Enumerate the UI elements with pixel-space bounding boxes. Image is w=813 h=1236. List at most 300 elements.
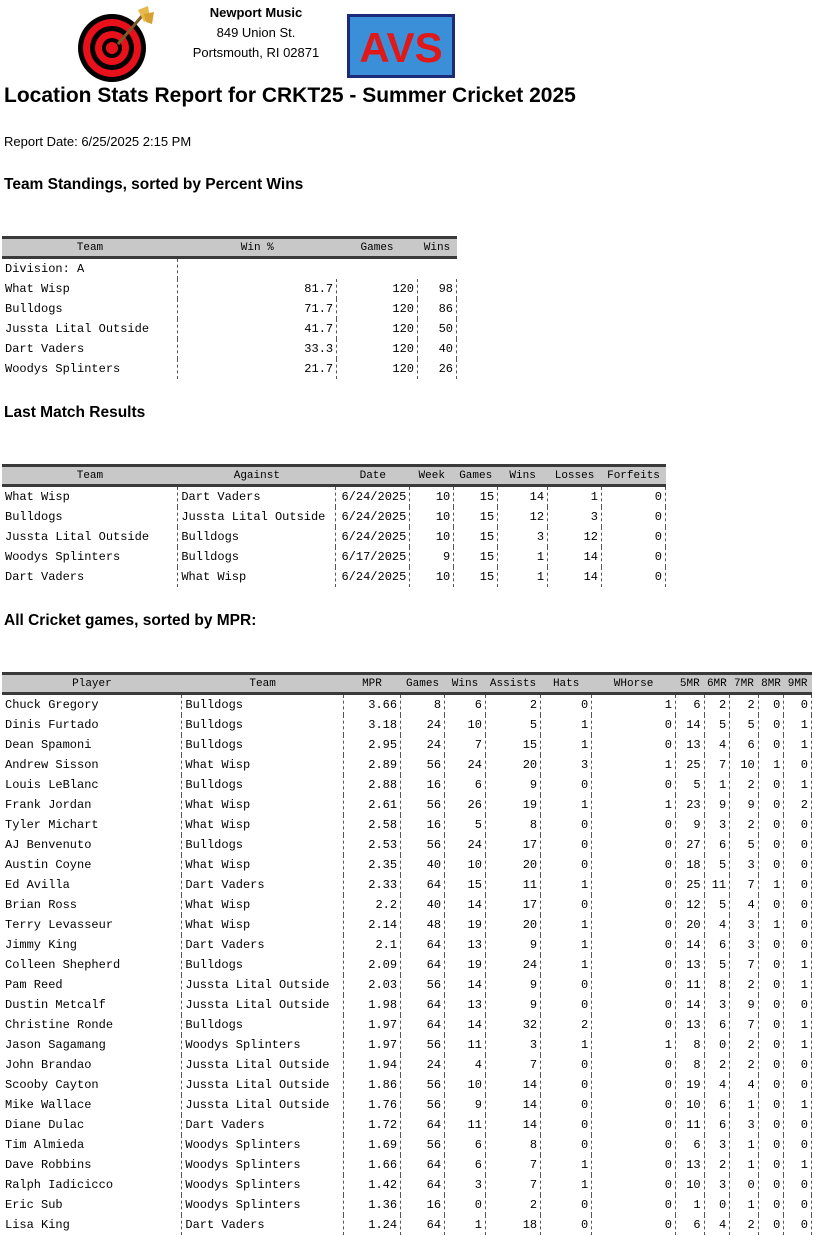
table-cell: 13	[675, 735, 704, 755]
table-cell: 98	[417, 279, 456, 299]
table-cell: 11	[445, 1035, 486, 1055]
table-cell: 0	[602, 507, 666, 527]
table-row	[2, 915, 812, 935]
address-line2: Portsmouth, RI 02871	[192, 45, 320, 60]
table-cell: 0	[602, 527, 666, 547]
table-cell: 6	[675, 694, 704, 716]
table-cell: Bulldogs	[2, 507, 178, 527]
table-cell: 0	[758, 995, 784, 1015]
column-header: Games	[337, 238, 418, 258]
table-cell: 0	[784, 995, 812, 1015]
column-header: MPR	[343, 674, 400, 694]
table-cell: 9	[675, 815, 704, 835]
table-cell: 20	[485, 755, 540, 775]
column-header: Win %	[178, 238, 337, 258]
table-cell: 2.95	[343, 735, 400, 755]
table-cell: 9	[485, 995, 540, 1015]
table-cell: Bulldogs	[182, 835, 343, 855]
table-cell: 8	[675, 1055, 704, 1075]
table-cell: 0	[592, 815, 676, 835]
table-row	[2, 1075, 812, 1095]
table-cell: 64	[401, 995, 445, 1015]
table-cell: 32	[485, 1015, 540, 1035]
table-cell: 33.3	[178, 339, 337, 359]
table-cell: 1	[758, 915, 784, 935]
table-row	[2, 855, 812, 875]
table-cell: 2	[730, 815, 759, 835]
table-cell: 15	[454, 547, 498, 567]
table-cell: 0	[602, 547, 666, 567]
table-cell: 26	[417, 359, 456, 379]
table-cell: 1	[675, 1195, 704, 1215]
table-cell: 6	[445, 1155, 486, 1175]
cricket-stats-table	[2, 672, 812, 1235]
table-cell: Chuck Gregory	[2, 694, 182, 716]
table-cell: 7	[485, 1055, 540, 1075]
table-cell: 0	[758, 975, 784, 995]
table-cell: 9	[730, 795, 759, 815]
table-cell: 2.53	[343, 835, 400, 855]
table-cell: 2	[730, 694, 759, 716]
table-row	[2, 975, 812, 995]
table-cell: Dart Vaders	[182, 935, 343, 955]
table-cell: 1	[541, 915, 592, 935]
table-cell: 2	[485, 1195, 540, 1215]
table-cell: 19	[445, 955, 486, 975]
table-cell: 0	[784, 815, 812, 835]
table-cell: 0	[541, 815, 592, 835]
table-cell: John Brandao	[2, 1055, 182, 1075]
table-cell: Dart Vaders	[182, 1115, 343, 1135]
column-header: Assists	[485, 674, 540, 694]
table-cell: 1	[541, 955, 592, 975]
table-cell: 120	[337, 359, 418, 379]
table-cell: 0	[758, 1215, 784, 1235]
column-header: Week	[410, 466, 454, 486]
table-cell: 2.09	[343, 955, 400, 975]
table-cell: Eric Sub	[2, 1195, 182, 1215]
table-cell: 3.18	[343, 715, 400, 735]
table-cell: 6/24/2025	[336, 567, 410, 587]
table-cell: 1	[730, 1135, 759, 1155]
table-cell: Bulldogs	[182, 694, 343, 716]
column-header: 5MR	[675, 674, 704, 694]
standings-heading: Team Standings, sorted by Percent Wins	[4, 176, 304, 193]
table-cell: 0	[592, 975, 676, 995]
table-cell: 3	[704, 995, 730, 1015]
table-cell: 0	[784, 694, 812, 716]
table-cell: 3	[541, 755, 592, 775]
venue-name: Newport Music	[209, 5, 303, 20]
table-cell: 11	[675, 975, 704, 995]
table-cell: 19	[675, 1075, 704, 1095]
table-cell: 1.24	[343, 1215, 400, 1235]
table-cell: 5	[704, 855, 730, 875]
column-header: 8MR	[758, 674, 784, 694]
division-row	[2, 258, 457, 280]
table-cell: 0	[758, 1055, 784, 1075]
table-cell: 81.7	[178, 279, 337, 299]
table-cell: Bulldogs	[182, 1015, 343, 1035]
table-cell: Woodys Splinters	[2, 547, 178, 567]
column-header: Wins	[445, 674, 486, 694]
table-cell: AJ Benvenuto	[2, 835, 182, 855]
table-cell: Jussta Lital Outside	[182, 1075, 343, 1095]
table-cell: 0	[541, 775, 592, 795]
table-cell: 0	[541, 1115, 592, 1135]
table-cell: 120	[337, 279, 418, 299]
table-cell: 0	[592, 935, 676, 955]
table-cell: 1	[541, 935, 592, 955]
table-cell: 2	[784, 795, 812, 815]
table-cell: 11	[445, 1115, 486, 1135]
table-cell: 120	[337, 339, 418, 359]
table-cell: 15	[454, 527, 498, 547]
table-cell: 20	[485, 855, 540, 875]
table-cell: Dart Vaders	[2, 339, 178, 359]
table-cell: Jussta Lital Outside	[2, 527, 178, 547]
table-cell: 12	[548, 527, 602, 547]
table-cell: 56	[401, 1075, 445, 1095]
table-cell: Dart Vaders	[2, 567, 178, 587]
table-cell: 5	[675, 775, 704, 795]
table-cell: Ed Avilla	[2, 875, 182, 895]
table-cell: 4	[730, 1075, 759, 1095]
table-cell: 6	[675, 1215, 704, 1235]
table-cell: 1	[784, 1035, 812, 1055]
table-row	[2, 694, 812, 716]
table-cell: 1	[784, 975, 812, 995]
table-cell: 12	[498, 507, 548, 527]
table-cell: 7	[730, 875, 759, 895]
table-cell: 6	[675, 1135, 704, 1155]
table-row	[2, 1215, 812, 1235]
table-cell: 1	[784, 715, 812, 735]
table-cell: Bulldogs	[178, 547, 336, 567]
table-cell: 0	[784, 1175, 812, 1195]
table-cell: 2.88	[343, 775, 400, 795]
table-cell: Jussta Lital Outside	[2, 319, 178, 339]
table-cell: 1.94	[343, 1055, 400, 1075]
table-cell: 64	[401, 935, 445, 955]
table-cell: 0	[784, 875, 812, 895]
table-cell: 1	[730, 1155, 759, 1175]
table-cell: 26	[445, 795, 486, 815]
table-cell: 20	[485, 915, 540, 935]
table-cell: 2	[730, 1035, 759, 1055]
table-cell: 9	[485, 935, 540, 955]
table-cell: Dustin Metcalf	[2, 995, 182, 1015]
table-cell: 1	[541, 1155, 592, 1175]
column-header: Team	[2, 238, 178, 258]
table-cell: 1	[541, 875, 592, 895]
table-cell: Woodys Splinters	[182, 1195, 343, 1215]
table-cell: 10	[445, 1075, 486, 1095]
table-cell: 10	[410, 527, 454, 547]
table-cell: 0	[592, 855, 676, 875]
table-cell: 4	[704, 735, 730, 755]
table-cell: 6	[445, 775, 486, 795]
table-cell: 15	[454, 486, 498, 508]
table-cell: 6/24/2025	[336, 486, 410, 508]
table-cell: 24	[401, 1055, 445, 1075]
table-cell: 9	[485, 775, 540, 795]
table-cell: What Wisp	[2, 486, 178, 508]
table-cell: 0	[784, 1135, 812, 1155]
table-cell: 10	[410, 486, 454, 508]
table-cell: Woodys Splinters	[2, 359, 178, 379]
table-cell: 1.42	[343, 1175, 400, 1195]
column-header: Forfeits	[602, 466, 666, 486]
table-cell: 1	[498, 567, 548, 587]
table-cell: 0	[592, 915, 676, 935]
table-cell: 18	[485, 1215, 540, 1235]
table-cell: 0	[758, 895, 784, 915]
table-cell: 0	[758, 694, 784, 716]
table-cell: 6	[704, 835, 730, 855]
table-cell: 16	[401, 1195, 445, 1215]
table-cell: Jimmy King	[2, 935, 182, 955]
column-header: Games	[454, 466, 498, 486]
table-cell: 71.7	[178, 299, 337, 319]
table-cell: 6	[704, 1095, 730, 1115]
table-cell: 0	[758, 855, 784, 875]
table-cell: 6	[445, 694, 486, 716]
table-cell: Bulldogs	[182, 955, 343, 975]
table-cell: 14	[675, 715, 704, 735]
table-cell: 0	[592, 735, 676, 755]
table-row	[2, 319, 457, 339]
table-cell: 8	[675, 1035, 704, 1055]
table-cell: What Wisp	[182, 755, 343, 775]
table-cell: Jason Sagamang	[2, 1035, 182, 1055]
table-cell: 1	[445, 1215, 486, 1235]
table-row	[2, 507, 666, 527]
table-cell: 14	[485, 1115, 540, 1135]
table-cell: Bulldogs	[182, 715, 343, 735]
table-cell: Woodys Splinters	[182, 1175, 343, 1195]
column-header: WHorse	[592, 674, 676, 694]
table-cell: What Wisp	[2, 279, 178, 299]
table-cell: 3	[704, 1135, 730, 1155]
table-cell: 14	[445, 1015, 486, 1035]
table-row	[2, 1195, 812, 1215]
table-cell: 2.33	[343, 875, 400, 895]
table-cell: What Wisp	[182, 855, 343, 875]
table-cell: 0	[592, 775, 676, 795]
cricket-heading: All Cricket games, sorted by MPR:	[4, 612, 257, 629]
table-cell: 0	[758, 775, 784, 795]
table-cell: 120	[337, 299, 418, 319]
table-cell: 2	[730, 975, 759, 995]
table-cell: 25	[675, 755, 704, 775]
table-row	[2, 835, 812, 855]
table-cell: 2	[485, 694, 540, 716]
table-cell: 0	[592, 1175, 676, 1195]
table-cell: 56	[401, 755, 445, 775]
table-cell: 0	[758, 715, 784, 735]
table-cell: 40	[417, 339, 456, 359]
table-cell: 56	[401, 1035, 445, 1055]
venue-address	[188, 3, 324, 63]
table-cell: 2	[704, 694, 730, 716]
table-row	[2, 895, 812, 915]
table-cell: 1	[592, 1035, 676, 1055]
table-row	[2, 1155, 812, 1175]
table-cell: 48	[401, 915, 445, 935]
table-cell	[417, 258, 456, 280]
column-header: Against	[178, 466, 336, 486]
table-cell: 8	[485, 815, 540, 835]
table-cell: 19	[445, 915, 486, 935]
table-cell: 0	[592, 835, 676, 855]
table-cell: 0	[758, 1115, 784, 1135]
table-cell: Diane Dulac	[2, 1115, 182, 1135]
table-cell: 0	[758, 935, 784, 955]
table-cell: 0	[758, 1175, 784, 1195]
table-cell: 64	[401, 1155, 445, 1175]
table-cell: Terry Levasseur	[2, 915, 182, 935]
table-cell: 7	[485, 1175, 540, 1195]
table-cell: 6/24/2025	[336, 507, 410, 527]
table-cell: 2	[730, 1215, 759, 1235]
table-row	[2, 567, 666, 587]
table-cell: 2	[730, 1055, 759, 1075]
column-header: Date	[336, 466, 410, 486]
table-cell: 64	[401, 1175, 445, 1195]
table-cell: 64	[401, 955, 445, 975]
table-cell: Woodys Splinters	[182, 1035, 343, 1055]
table-cell: 6	[704, 1115, 730, 1135]
table-cell: 6	[730, 735, 759, 755]
table-cell: 64	[401, 875, 445, 895]
table-row	[2, 279, 457, 299]
table-cell: 2.1	[343, 935, 400, 955]
table-cell: What Wisp	[182, 915, 343, 935]
table-cell: Bulldogs	[2, 299, 178, 319]
table-cell: 1	[498, 547, 548, 567]
target-logo-icon	[78, 4, 158, 84]
table-cell: 0	[758, 835, 784, 855]
table-cell: 1	[758, 875, 784, 895]
table-cell: 1	[784, 1015, 812, 1035]
table-cell: 6/17/2025	[336, 547, 410, 567]
table-cell: Lisa King	[2, 1215, 182, 1235]
table-cell: 18	[675, 855, 704, 875]
table-cell: 17	[485, 835, 540, 855]
table-cell: 56	[401, 795, 445, 815]
table-cell: 1	[541, 715, 592, 735]
report-date: Report Date: 6/25/2025 2:15 PM	[4, 134, 192, 149]
table-cell: 0	[541, 855, 592, 875]
table-cell: 6/24/2025	[336, 527, 410, 547]
table-cell: 50	[417, 319, 456, 339]
table-cell: Ralph Iadicicco	[2, 1175, 182, 1195]
table-cell: 19	[485, 795, 540, 815]
table-cell: 5	[730, 715, 759, 735]
table-cell: 1	[541, 1175, 592, 1195]
table-cell: 1	[592, 755, 676, 775]
table-cell: 24	[401, 735, 445, 755]
table-cell: 1	[784, 1095, 812, 1115]
table-cell: 56	[401, 1135, 445, 1155]
table-cell: 0	[758, 1195, 784, 1215]
table-cell: 14	[485, 1095, 540, 1115]
table-cell: 15	[485, 735, 540, 755]
table-cell: 1	[541, 795, 592, 815]
table-cell: 0	[758, 795, 784, 815]
table-cell: Dean Spamoni	[2, 735, 182, 755]
table-cell: 3	[445, 1175, 486, 1195]
table-cell: 13	[675, 955, 704, 975]
table-cell: 0	[541, 1215, 592, 1235]
table-row	[2, 299, 457, 319]
column-header: Wins	[417, 238, 456, 258]
column-header: Losses	[548, 466, 602, 486]
table-row	[2, 755, 812, 775]
table-cell: 0	[758, 1015, 784, 1035]
table-cell: 8	[401, 694, 445, 716]
table-cell: What Wisp	[182, 795, 343, 815]
table-cell: 10	[675, 1095, 704, 1115]
table-cell: 0	[592, 1095, 676, 1115]
table-cell: 7	[445, 735, 486, 755]
table-cell: 0	[592, 1055, 676, 1075]
svg-text:AVS: AVS	[359, 24, 443, 71]
table-cell: 24	[485, 955, 540, 975]
table-cell: 0	[704, 1035, 730, 1055]
table-cell: 0	[758, 1075, 784, 1095]
table-cell: 56	[401, 835, 445, 855]
table-cell: 16	[401, 815, 445, 835]
table-cell: 0	[758, 955, 784, 975]
table-cell: 17	[485, 895, 540, 915]
table-cell: 0	[592, 1075, 676, 1095]
table-cell: 1	[730, 1095, 759, 1115]
table-cell: 1	[758, 755, 784, 775]
column-header: 6MR	[704, 674, 730, 694]
table-cell: 14	[548, 567, 602, 587]
table-cell: 0	[592, 995, 676, 1015]
table-cell: Dart Vaders	[178, 486, 336, 508]
standings-table	[2, 236, 457, 379]
table-cell: 11	[675, 1115, 704, 1135]
table-cell: 0	[541, 895, 592, 915]
table-cell	[178, 258, 337, 280]
table-cell: Colleen Shepherd	[2, 955, 182, 975]
table-cell: 14	[675, 995, 704, 1015]
table-cell: 120	[337, 319, 418, 339]
table-cell: 13	[675, 1015, 704, 1035]
table-cell: Dart Vaders	[182, 1215, 343, 1235]
table-cell: 8	[704, 975, 730, 995]
table-cell: 14	[548, 547, 602, 567]
table-cell: 14	[445, 895, 486, 915]
table-cell: 0	[592, 715, 676, 735]
table-row	[2, 1015, 812, 1035]
table-cell: 1	[784, 955, 812, 975]
table-cell: Bulldogs	[182, 775, 343, 795]
table-cell: 3	[498, 527, 548, 547]
table-row	[2, 547, 666, 567]
table-cell: 0	[758, 735, 784, 755]
table-cell: 1	[704, 775, 730, 795]
table-cell: 5	[704, 895, 730, 915]
address-line1: 849 Union St.	[216, 25, 296, 40]
table-cell: 9	[445, 1095, 486, 1115]
table-cell: 0	[592, 1015, 676, 1035]
column-header: Games	[401, 674, 445, 694]
